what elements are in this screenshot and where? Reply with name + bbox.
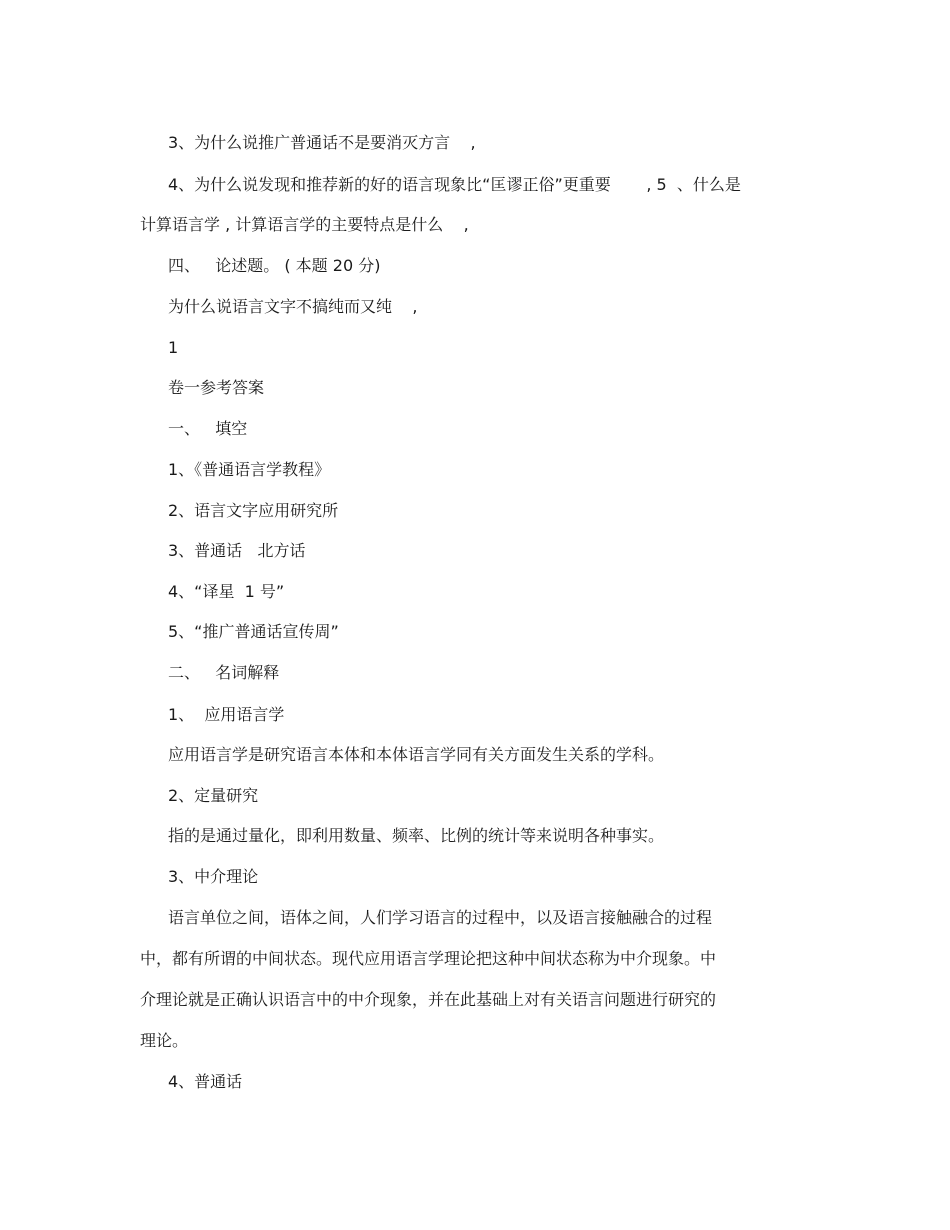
essay-question-text: 为什么说语言文字不搞纯而又纯 , [168,297,418,316]
question-3-text: 3、为什么说推广普通话不是要消灭方言 , [168,133,476,152]
page-number: 1 [168,338,179,357]
answer-key-title: 卷一参考答案 [168,378,265,397]
question-4-text: 4、为什么说发现和推荐新的好的语言现象比“匡谬正俗”更重要 , 5 、什么是 [168,175,741,194]
answer-1-1: 1、《普通语言学教程》 [168,460,331,479]
term-3-definition-line-4: 理论。 [140,1031,189,1050]
answer-1-4: 4、“译星 1 号” [168,582,285,601]
answer-1-5: 5、“推广普通话宣传周” [168,622,339,641]
term-3-definition-line-1: 语言单位之间，语体之间，人们学习语言的过程中，以及语言接触融合的过程 [168,908,713,927]
term-3-title: 3、中介理论 [168,867,259,886]
term-3-definition-line-2: 中，都有所谓的中间状态。现代应用语言学理论把这种中间状态称为中介现象。中 [140,949,717,968]
section-1-heading: 一、 填空 [168,419,248,438]
term-2-definition: 指的是通过量化，即利用数量、频率、比例的统计等来说明各种事实。 [168,826,665,845]
term-2-title: 2、定量研究 [168,786,259,805]
term-1-definition: 应用语言学是研究语言本体和本体语言学同有关方面发生关系的学科。 [168,745,665,764]
term-4-title: 4、普通话 [168,1072,243,1091]
question-5-continuation: 计算语言学 , 计算语言学的主要特点是什么 , [140,215,469,234]
section-2-heading: 二、 名词解释 [168,663,280,682]
term-1-title: 1、 应用语言学 [168,705,285,724]
term-3-definition-line-3: 介理论就是正确认识语言中的中介现象，并在此基础上对有关语言问题进行研究的 [140,990,717,1009]
answer-1-3: 3、普通话 北方话 [168,541,306,560]
section-4-heading: 四、 论述题。 ( 本题 20 分) [168,256,381,275]
answer-1-2: 2、语言文字应用研究所 [168,501,339,520]
